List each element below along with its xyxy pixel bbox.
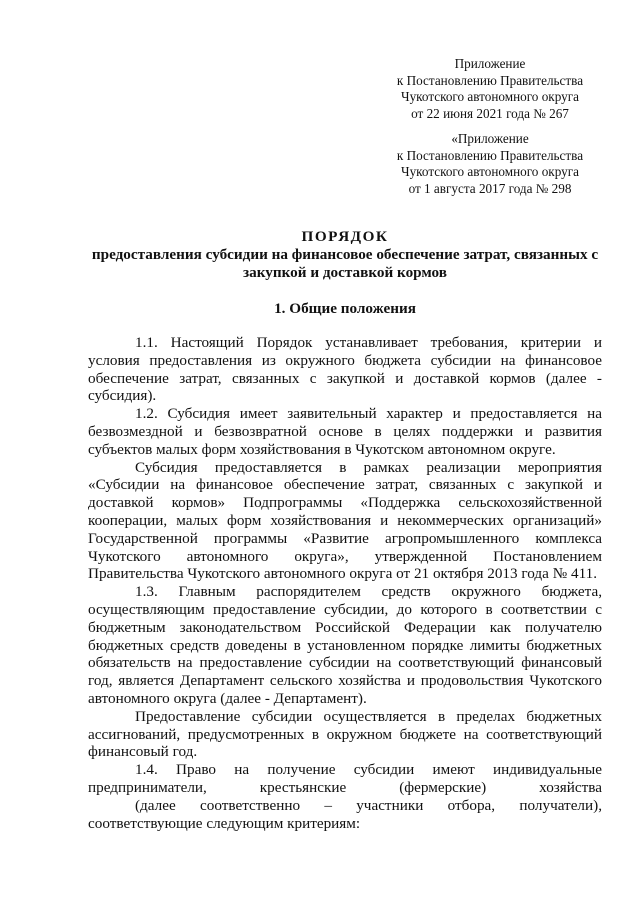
- appendix-line: от 1 августа 2017 года № 298: [408, 181, 572, 197]
- document-subtitle: предоставления субсидии на финансовое обеспечение затрат, связанных с: [91, 246, 599, 263]
- appendix-line: Чукотского автономного округа: [401, 164, 579, 180]
- paragraph-budget-allocations: Предоставление субсидии осуществляется в пределах бюджетных ассигнований, предусмотренных в окружном бюджете на соответствующий финансовый год.: [88, 707, 602, 761]
- appendix-line: Чукотского автономного округа: [401, 89, 579, 105]
- appendix-line: от 22 июня 2021 года № 267: [411, 106, 569, 122]
- appendix-reference-current: [390, 56, 590, 123]
- paragraph-1-4-continued: (далее соответственно – участники отбора, получатели), соответствующие следующим критериям:: [88, 796, 602, 832]
- paragraph-1-2: 1.2. Субсидия имеет заявительный характер и предоставляется на безвозмездной и безвозвратной основе в целях поддержки и развития субъектов малых форм хозяйствования в Чукотском автономном округе.: [88, 405, 602, 458]
- appendix-line: Приложение: [454, 56, 526, 71]
- paragraph-1-1: 1.1. Настоящий Порядок устанавливает требования, критерии и условия предоставления из окружного бюджета субсидии на финансовое обеспечение затрат, связанных с закупкой и доставкой кормов (далее - субсидия).: [88, 334, 602, 405]
- document-title: ПОРЯДОК: [301, 228, 389, 245]
- paragraph-1-3: 1.3. Главным распорядителем средств окружного бюджета, осуществляющим предоставление субсидии, до которого в соответствии с бюджетным законодательством Российской Федерации как получателю бюджетных средств доведены в установленном порядке лимиты бюджетных обязательств на предоставление субсидии на соответствующий финансовый год, является Департамент сельского хозяйства и продовольствия Чукотского автономного округа (далее - Департамент).: [88, 583, 602, 707]
- appendix-reference-previous: [390, 131, 590, 198]
- paragraph-1-4: 1.4. Право на получение субсидии имеют индивидуальные предприниматели, крестьянские (фермерские) хозяйства: [88, 761, 602, 796]
- appendix-line: к Постановлению Правительства: [396, 147, 584, 163]
- document-title-block: [88, 228, 602, 282]
- appendix-line: «Приложение: [451, 131, 529, 146]
- document-subtitle: закупкой и доставкой кормов: [243, 264, 447, 281]
- appendix-line: к Постановлению Правительства: [396, 72, 584, 88]
- section-heading: 1. Общие положения: [274, 300, 416, 317]
- paragraph-subsidy-program: Субсидия предоставляется в рамках реализации мероприятия «Субсидии на финансовое обеспечение затрат, связанных с закупкой и доставкой кормов» Подпрограммы «Поддержка сельскохозяйственной кооперации, малых форм хозяйствования и некоммерческих организаций» Государственной программы «Развитие агропромышленного комплекса Чукотского автономного округа», утвержденной Постановлением Правительства Чукотского автономного округа от 21 октября 2013 года № 411.: [88, 458, 602, 583]
- document-body: [88, 334, 602, 832]
